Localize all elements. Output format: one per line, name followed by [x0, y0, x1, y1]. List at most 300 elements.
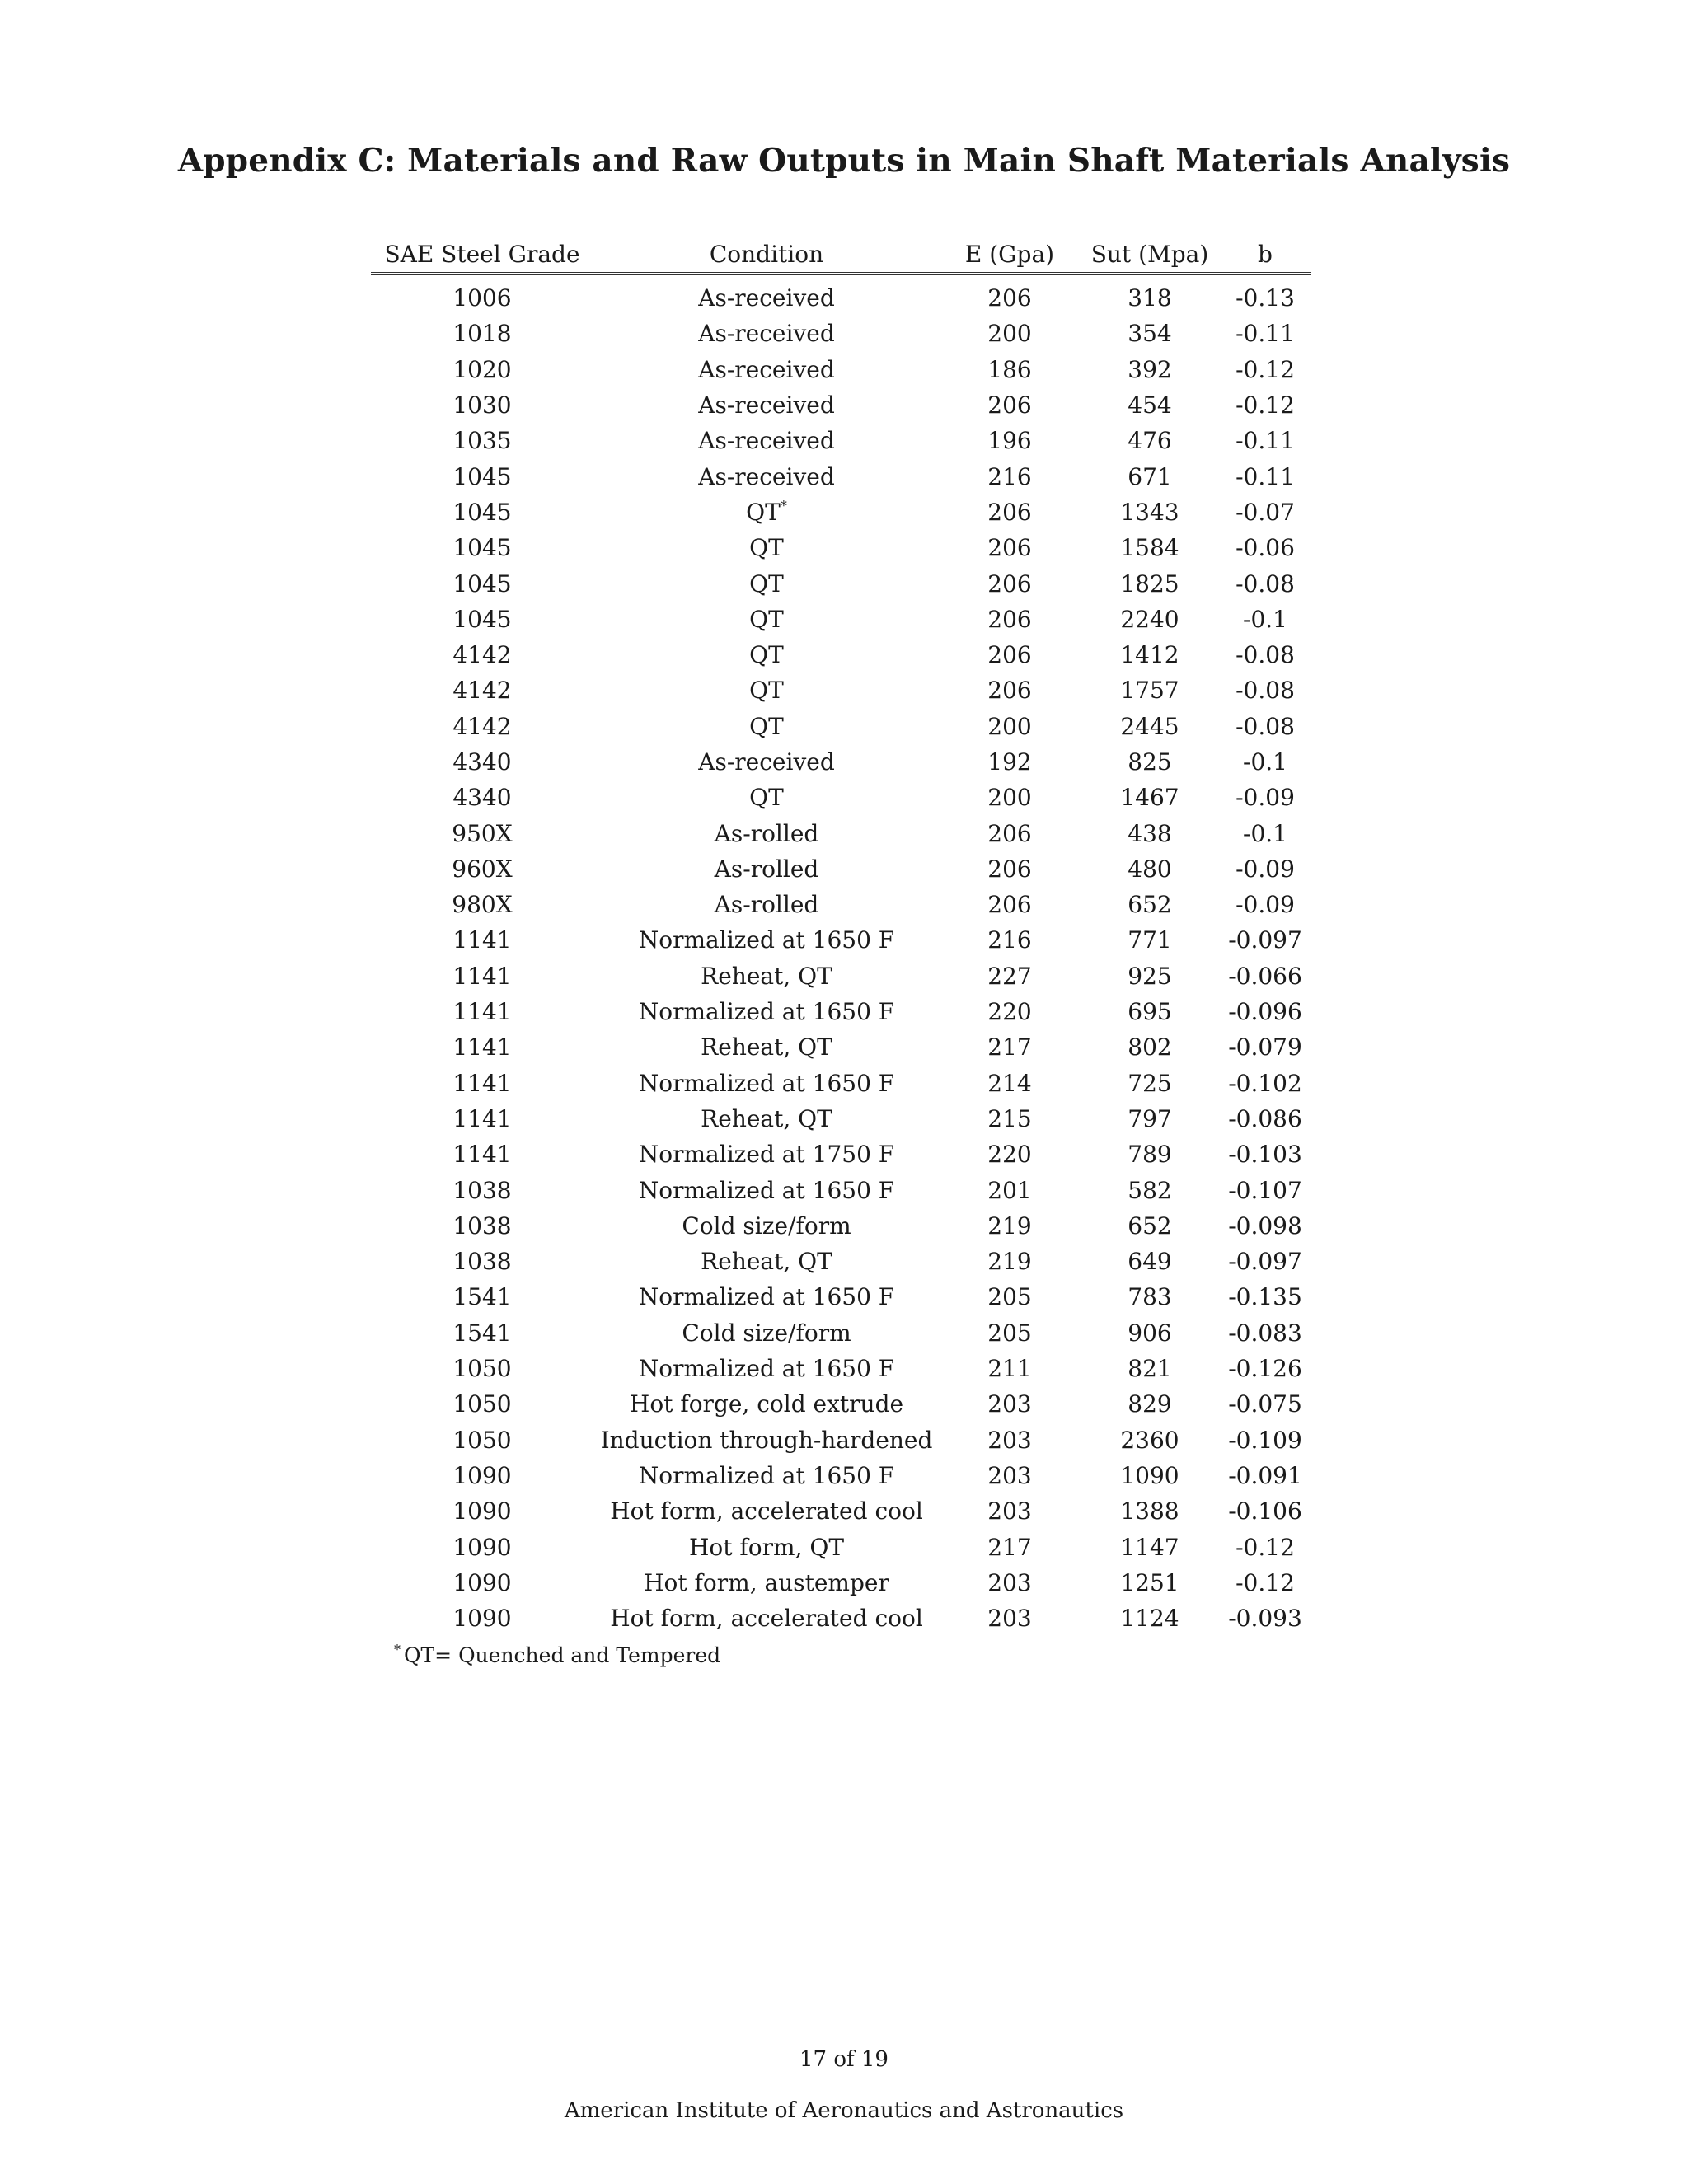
cell-ultimate-strength-text: 1090: [1120, 1461, 1179, 1489]
cell-ultimate-strength: [1080, 1529, 1220, 1564]
cell-elastic-modulus-text: 206: [987, 534, 1032, 562]
cell-ultimate-strength: [1080, 637, 1220, 673]
cell-condition: [593, 851, 940, 887]
cell-ultimate-strength-text: 1467: [1120, 784, 1179, 812]
cell-ultimate-strength-text: 652: [1128, 1212, 1172, 1240]
cell-grade: [371, 1458, 593, 1493]
cell-condition-text: Cold size/form: [682, 1319, 851, 1347]
cell-b-exponent-text: -0.12: [1236, 355, 1295, 383]
cell-condition: [593, 494, 940, 530]
cell-condition: [593, 958, 940, 994]
cell-ultimate-strength-text: 1757: [1120, 677, 1179, 705]
cell-condition: [593, 1529, 940, 1564]
cell-b-exponent: [1220, 994, 1311, 1029]
cell-b-exponent-text: -0.083: [1228, 1319, 1302, 1347]
cell-condition-text: As-rolled: [714, 819, 819, 847]
cell-condition-text: As-received: [698, 748, 835, 776]
cell-b-exponent: [1220, 458, 1311, 494]
cell-b-exponent-text: -0.079: [1228, 1033, 1302, 1062]
cell-elastic-modulus: [940, 602, 1080, 637]
cell-grade-text: 1090: [452, 1497, 512, 1526]
table-row: [371, 1172, 1311, 1207]
cell-b-exponent: [1220, 1137, 1311, 1172]
cell-elastic-modulus: [940, 1029, 1080, 1065]
cell-elastic-modulus-text: 206: [987, 498, 1032, 526]
cell-b-exponent: [1220, 494, 1311, 530]
cell-b-exponent-text: -0.093: [1228, 1605, 1302, 1633]
cell-condition-text: Normalized at 1650 F: [638, 998, 895, 1026]
cell-b-exponent: [1220, 709, 1311, 744]
cell-condition-text: Hot form, QT: [688, 1533, 844, 1561]
cell-condition-text: QT: [749, 605, 784, 633]
cell-grade: [371, 744, 593, 780]
table-row: [371, 602, 1311, 637]
cell-grade: [371, 1029, 593, 1065]
cell-condition-text: QT: [749, 641, 784, 669]
table-row: [371, 1386, 1311, 1422]
cell-condition-text: As-received: [698, 462, 835, 490]
cell-b-exponent: [1220, 815, 1311, 851]
cell-condition-text: Normalized at 1650 F: [638, 1461, 895, 1489]
cell-elastic-modulus-text: 214: [987, 1069, 1032, 1097]
cell-grade-text: 980X: [452, 891, 513, 919]
cell-elastic-modulus-text: 206: [987, 569, 1032, 598]
cell-elastic-modulus: [940, 637, 1080, 673]
cell-condition: [593, 352, 940, 387]
cell-b-exponent: [1220, 1315, 1311, 1351]
cell-b-exponent-text: -0.07: [1236, 498, 1295, 526]
cell-elastic-modulus-text: 205: [987, 1283, 1032, 1311]
table-row: [371, 851, 1311, 887]
cell-ultimate-strength-text: 1343: [1120, 498, 1179, 526]
cell-ultimate-strength: [1080, 1458, 1220, 1493]
cell-condition: [593, 602, 940, 637]
cell-elastic-modulus: [940, 922, 1080, 958]
cell-elastic-modulus: [940, 530, 1080, 565]
cell-condition-text: QT: [749, 677, 784, 705]
cell-condition: [593, 1458, 940, 1493]
cell-grade: [371, 709, 593, 744]
cell-elastic-modulus: [940, 1601, 1080, 1636]
cell-grade: [371, 316, 593, 351]
cell-b-exponent-text: -0.1: [1243, 605, 1287, 633]
table-row: [371, 1066, 1311, 1101]
cell-grade: [371, 1386, 593, 1422]
cell-b-exponent-text: -0.11: [1236, 427, 1295, 455]
cell-condition: [593, 274, 940, 316]
cell-ultimate-strength: [1080, 565, 1220, 601]
cell-grade-text: 1045: [452, 498, 512, 526]
cell-elastic-modulus-text: 215: [987, 1104, 1032, 1132]
cell-condition: [593, 1066, 940, 1101]
cell-grade: [371, 1422, 593, 1458]
cell-condition: [593, 1208, 940, 1244]
cell-ultimate-strength: [1080, 423, 1220, 458]
cell-b-exponent: [1220, 1279, 1311, 1315]
cell-grade-text: 1006: [452, 284, 512, 312]
table-header: [371, 236, 1311, 274]
cell-condition: [593, 994, 940, 1029]
cell-ultimate-strength-text: 438: [1128, 819, 1172, 847]
cell-ultimate-strength-text: 789: [1128, 1141, 1172, 1169]
cell-elastic-modulus-text: 206: [987, 641, 1032, 669]
cell-ultimate-strength: [1080, 352, 1220, 387]
cell-grade: [371, 1244, 593, 1279]
table-row: [371, 1208, 1311, 1244]
cell-grade-text: 1141: [452, 1033, 512, 1062]
cell-elastic-modulus-text: 203: [987, 1568, 1032, 1596]
cell-b-exponent-text: -0.066: [1228, 962, 1302, 990]
cell-grade: [371, 602, 593, 637]
materials-table-container: [371, 236, 1311, 1636]
cell-ultimate-strength-text: 906: [1128, 1319, 1172, 1347]
cell-b-exponent: [1220, 274, 1311, 316]
cell-elastic-modulus: [940, 565, 1080, 601]
cell-ultimate-strength-text: 1412: [1120, 641, 1179, 669]
cell-grade-text: 1141: [452, 926, 512, 954]
cell-condition: [593, 1101, 940, 1137]
cell-condition-text: As-received: [698, 427, 835, 455]
cell-condition: [593, 387, 940, 423]
cell-grade: [371, 1351, 593, 1386]
cell-b-exponent: [1220, 1351, 1311, 1386]
cell-elastic-modulus: [940, 1172, 1080, 1207]
cell-b-exponent: [1220, 1172, 1311, 1207]
cell-b-exponent-text: -0.1: [1243, 748, 1287, 776]
cell-b-exponent: [1220, 851, 1311, 887]
cell-ultimate-strength: [1080, 602, 1220, 637]
cell-elastic-modulus-text: 217: [987, 1533, 1032, 1561]
cell-b-exponent: [1220, 1601, 1311, 1636]
cell-elastic-modulus: [940, 1208, 1080, 1244]
cell-condition-text: QT: [749, 712, 784, 740]
cell-b-exponent: [1220, 387, 1311, 423]
cell-ultimate-strength-text: 1584: [1120, 534, 1179, 562]
cell-condition-text: As-rolled: [714, 891, 819, 919]
cell-grade-text: 1035: [452, 427, 512, 455]
table-row: [371, 352, 1311, 387]
table-row: [371, 458, 1311, 494]
cell-grade: [371, 352, 593, 387]
cell-elastic-modulus-text: 200: [987, 712, 1032, 740]
cell-ultimate-strength-text: 480: [1128, 855, 1172, 883]
cell-elastic-modulus: [940, 673, 1080, 708]
cell-b-exponent: [1220, 1458, 1311, 1493]
cell-b-exponent-text: -0.12: [1236, 1568, 1295, 1596]
header-elastic-modulus: E (Gpa): [940, 236, 1080, 274]
cell-grade-text: 1045: [452, 462, 512, 490]
cell-grade: [371, 1208, 593, 1244]
cell-b-exponent-text: -0.1: [1243, 819, 1287, 847]
cell-ultimate-strength-text: 725: [1128, 1069, 1172, 1097]
cell-grade: [371, 530, 593, 565]
cell-elastic-modulus-text: 205: [987, 1319, 1032, 1347]
cell-condition: [593, 1601, 940, 1636]
cell-grade-text: 1141: [452, 1141, 512, 1169]
cell-ultimate-strength: [1080, 1244, 1220, 1279]
cell-ultimate-strength: [1080, 922, 1220, 958]
cell-condition: [593, 815, 940, 851]
table-row: [371, 994, 1311, 1029]
cell-grade-text: 1090: [452, 1461, 512, 1489]
table-row: [371, 387, 1311, 423]
cell-grade-text: 1038: [452, 1176, 512, 1204]
cell-ultimate-strength: [1080, 1208, 1220, 1244]
cell-ultimate-strength: [1080, 1386, 1220, 1422]
cell-elastic-modulus: [940, 780, 1080, 815]
cell-b-exponent: [1220, 958, 1311, 994]
cell-elastic-modulus-text: 219: [987, 1248, 1032, 1276]
cell-elastic-modulus-text: 217: [987, 1033, 1032, 1062]
cell-ultimate-strength: [1080, 1029, 1220, 1065]
cell-b-exponent-text: -0.12: [1236, 391, 1295, 419]
cell-b-exponent-text: -0.06: [1236, 534, 1295, 562]
cell-condition: [593, 709, 940, 744]
cell-b-exponent-text: -0.097: [1228, 926, 1302, 954]
cell-elastic-modulus-text: 200: [987, 320, 1032, 348]
cell-elastic-modulus-text: 227: [987, 962, 1032, 990]
cell-elastic-modulus-text: 206: [987, 677, 1032, 705]
cell-ultimate-strength: [1080, 387, 1220, 423]
table-row: [371, 274, 1311, 316]
cell-ultimate-strength: [1080, 994, 1220, 1029]
table-row: [371, 1137, 1311, 1172]
cell-ultimate-strength: [1080, 316, 1220, 351]
cell-b-exponent: [1220, 352, 1311, 387]
cell-ultimate-strength: [1080, 1172, 1220, 1207]
cell-b-exponent: [1220, 1422, 1311, 1458]
cell-condition-text: As-received: [698, 355, 835, 383]
cell-ultimate-strength: [1080, 1279, 1220, 1315]
cell-condition-text: Normalized at 1650 F: [638, 926, 895, 954]
cell-elastic-modulus-text: 200: [987, 784, 1032, 812]
cell-b-exponent-text: -0.126: [1228, 1355, 1302, 1383]
cell-ultimate-strength: [1080, 1066, 1220, 1101]
cell-grade-text: 1018: [452, 320, 512, 348]
cell-condition-text: Reheat, QT: [701, 962, 832, 990]
header-b-exponent: b: [1220, 236, 1311, 274]
cell-elastic-modulus: [940, 1529, 1080, 1564]
cell-ultimate-strength-text: 652: [1128, 891, 1172, 919]
cell-b-exponent-text: -0.102: [1228, 1069, 1302, 1097]
table-row: [371, 1029, 1311, 1065]
cell-condition: [593, 316, 940, 351]
cell-condition-text: Hot form, accelerated cool: [610, 1497, 923, 1526]
cell-grade: [371, 1066, 593, 1101]
cell-condition: [593, 1137, 940, 1172]
cell-ultimate-strength: [1080, 744, 1220, 780]
cell-condition: [593, 530, 940, 565]
cell-ultimate-strength-text: 354: [1128, 320, 1172, 348]
cell-grade: [371, 274, 593, 316]
cell-grade: [371, 1101, 593, 1137]
page-number: 17 of 19: [799, 2047, 889, 2072]
cell-elastic-modulus: [940, 994, 1080, 1029]
cell-condition-text: As-received: [698, 284, 835, 312]
cell-elastic-modulus: [940, 1565, 1080, 1601]
cell-grade: [371, 851, 593, 887]
table-row: [371, 1493, 1311, 1529]
cell-ultimate-strength-text: 829: [1128, 1390, 1172, 1418]
cell-ultimate-strength-text: 1251: [1120, 1568, 1179, 1596]
cell-b-exponent: [1220, 423, 1311, 458]
cell-elastic-modulus-text: 203: [987, 1605, 1032, 1633]
table-row: [371, 316, 1311, 351]
cell-elastic-modulus: [940, 887, 1080, 922]
cell-b-exponent-text: -0.08: [1236, 712, 1295, 740]
cell-ultimate-strength: [1080, 958, 1220, 994]
cell-ultimate-strength-text: 802: [1128, 1033, 1172, 1062]
cell-grade-text: 1050: [452, 1390, 512, 1418]
cell-condition-text: As-received: [698, 391, 835, 419]
cell-elastic-modulus-text: 220: [987, 1141, 1032, 1169]
cell-b-exponent: [1220, 1029, 1311, 1065]
cell-elastic-modulus: [940, 815, 1080, 851]
cell-ultimate-strength: [1080, 673, 1220, 708]
cell-b-exponent-text: -0.09: [1236, 891, 1295, 919]
cell-grade-text: 1045: [452, 534, 512, 562]
cell-ultimate-strength-text: 476: [1128, 427, 1172, 455]
cell-ultimate-strength-text: 1147: [1120, 1533, 1179, 1561]
footnote-text: QT= Quenched and Tempered: [404, 1643, 721, 1667]
cell-b-exponent: [1220, 1386, 1311, 1422]
cell-grade: [371, 387, 593, 423]
cell-elastic-modulus-text: 206: [987, 391, 1032, 419]
cell-ultimate-strength-text: 1124: [1120, 1605, 1179, 1633]
cell-condition: [593, 458, 940, 494]
cell-ultimate-strength: [1080, 494, 1220, 530]
cell-condition: [593, 1565, 940, 1601]
cell-grade-text: 1141: [452, 962, 512, 990]
cell-b-exponent: [1220, 1244, 1311, 1279]
cell-elastic-modulus: [940, 1493, 1080, 1529]
cell-ultimate-strength-text: 318: [1128, 284, 1172, 312]
cell-b-exponent: [1220, 1066, 1311, 1101]
cell-condition-text: Normalized at 1650 F: [638, 1176, 895, 1204]
cell-ultimate-strength: [1080, 1315, 1220, 1351]
cell-b-exponent-text: -0.11: [1236, 320, 1295, 348]
cell-grade: [371, 1565, 593, 1601]
cell-ultimate-strength: [1080, 1493, 1220, 1529]
cell-condition: [593, 1172, 940, 1207]
cell-b-exponent: [1220, 1208, 1311, 1244]
table-row: [371, 887, 1311, 922]
cell-grade: [371, 958, 593, 994]
table-row: [371, 565, 1311, 601]
cell-b-exponent: [1220, 744, 1311, 780]
table-row: [371, 1279, 1311, 1315]
cell-elastic-modulus-text: 216: [987, 462, 1032, 490]
cell-condition-text: Hot forge, cold extrude: [629, 1390, 904, 1418]
cell-condition-text: Reheat, QT: [701, 1033, 832, 1062]
appendix-title: Appendix C: Materials and Raw Outputs in Main Shaft Materials Analysis: [177, 142, 1511, 180]
cell-condition: [593, 1244, 940, 1279]
cell-condition-text: Normalized at 1650 F: [638, 1283, 895, 1311]
cell-elastic-modulus: [940, 709, 1080, 744]
cell-ultimate-strength: [1080, 530, 1220, 565]
table-body: [371, 274, 1311, 1636]
table-row: [371, 744, 1311, 780]
cell-condition-text: Reheat, QT: [701, 1248, 832, 1276]
table-row: [371, 494, 1311, 530]
cell-elastic-modulus-text: 186: [987, 355, 1032, 383]
cell-ultimate-strength-text: 1388: [1120, 1497, 1179, 1526]
cell-grade: [371, 1493, 593, 1529]
cell-ultimate-strength-text: 1825: [1120, 569, 1179, 598]
table-row: [371, 815, 1311, 851]
cell-grade-text: 950X: [452, 819, 513, 847]
cell-ultimate-strength: [1080, 851, 1220, 887]
cell-condition: [593, 1422, 940, 1458]
cell-ultimate-strength: [1080, 709, 1220, 744]
cell-grade-text: 1030: [452, 391, 512, 419]
cell-grade-text: 1050: [452, 1355, 512, 1383]
cell-ultimate-strength: [1080, 1137, 1220, 1172]
cell-elastic-modulus: [940, 1066, 1080, 1101]
cell-b-exponent: [1220, 1493, 1311, 1529]
cell-grade: [371, 423, 593, 458]
cell-condition: [593, 1315, 940, 1351]
table-row: [371, 1565, 1311, 1601]
cell-elastic-modulus-text: 196: [987, 427, 1032, 455]
materials-table: [371, 236, 1311, 1636]
cell-b-exponent: [1220, 1529, 1311, 1564]
cell-condition-text: As-received: [698, 320, 835, 348]
cell-grade-text: 1090: [452, 1605, 512, 1633]
cell-condition: [593, 744, 940, 780]
cell-condition-text: Hot form, accelerated cool: [610, 1605, 923, 1633]
cell-elastic-modulus: [940, 494, 1080, 530]
cell-b-exponent-text: -0.075: [1228, 1390, 1302, 1418]
cell-ultimate-strength: [1080, 458, 1220, 494]
cell-b-exponent-text: -0.13: [1236, 284, 1295, 312]
cell-condition-text: Normalized at 1650 F: [638, 1069, 895, 1097]
cell-grade-text: 1090: [452, 1568, 512, 1596]
cell-b-exponent: [1220, 565, 1311, 601]
cell-elastic-modulus: [940, 423, 1080, 458]
cell-grade-text: 1045: [452, 569, 512, 598]
cell-elastic-modulus-text: 203: [987, 1461, 1032, 1489]
cell-elastic-modulus: [940, 1386, 1080, 1422]
cell-condition: [593, 1386, 940, 1422]
cell-condition: [593, 922, 940, 958]
cell-condition-text: As-rolled: [714, 855, 819, 883]
cell-elastic-modulus: [940, 1458, 1080, 1493]
footer-organization: American Institute of Aeronautics and Astronautics: [564, 2098, 1124, 2123]
cell-grade-text: 4142: [452, 641, 512, 669]
cell-grade-text: 1541: [452, 1319, 512, 1347]
footnote: [394, 1643, 720, 1667]
cell-b-exponent: [1220, 1101, 1311, 1137]
cell-condition-text: Reheat, QT: [701, 1104, 832, 1132]
cell-b-exponent-text: -0.091: [1228, 1461, 1302, 1489]
cell-b-exponent-text: -0.109: [1228, 1426, 1302, 1454]
table-row: [371, 530, 1311, 565]
cell-elastic-modulus-text: 203: [987, 1390, 1032, 1418]
cell-b-exponent-text: -0.11: [1236, 462, 1295, 490]
cell-grade: [371, 565, 593, 601]
table-row: [371, 1244, 1311, 1279]
cell-grade-text: 4142: [452, 712, 512, 740]
cell-condition: [593, 1351, 940, 1386]
cell-condition-text: Normalized at 1750 F: [638, 1141, 895, 1169]
cell-condition-text: Cold size/form: [682, 1212, 851, 1240]
cell-grade-text: 1038: [452, 1212, 512, 1240]
header-condition: Condition: [593, 236, 940, 274]
cell-condition: [593, 887, 940, 922]
cell-b-exponent: [1220, 602, 1311, 637]
cell-grade-text: 1020: [452, 355, 512, 383]
